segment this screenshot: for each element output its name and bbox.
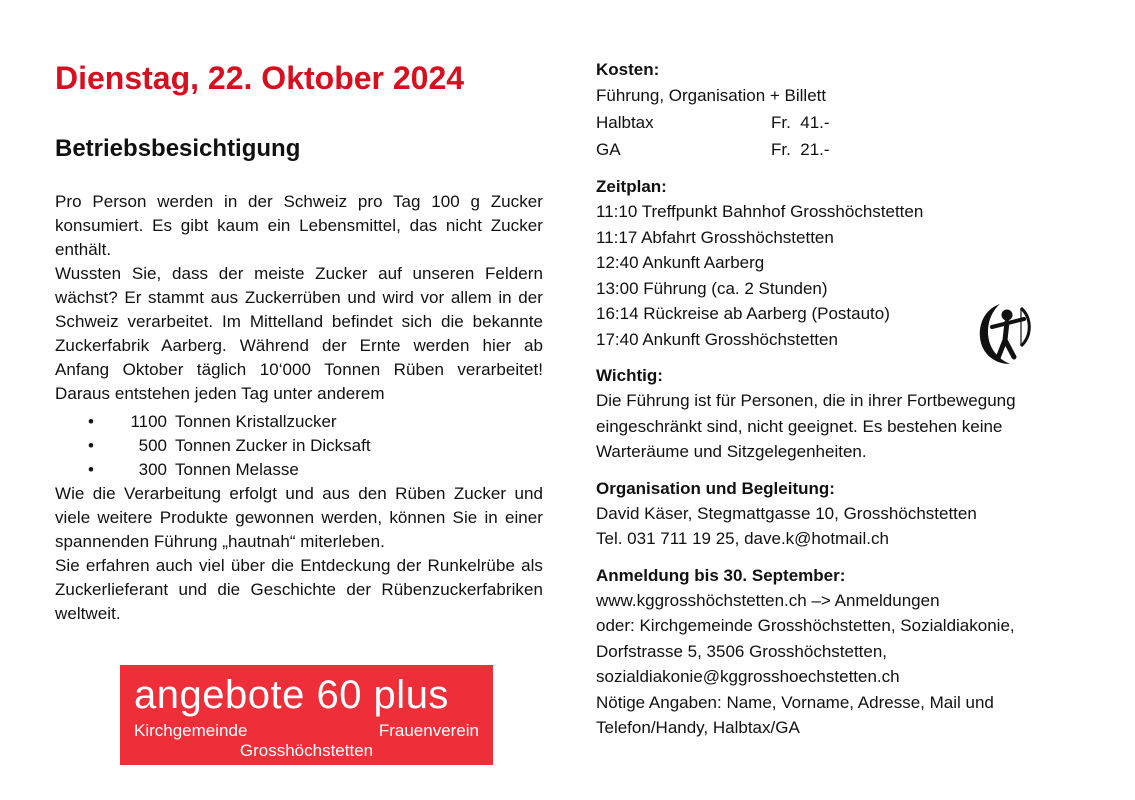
bullet-icon: • [88, 460, 94, 479]
organisation-heading: Organisation und Begleitung: [596, 478, 835, 498]
right-column [596, 58, 1096, 753]
cost-label: Halbtax [596, 113, 654, 132]
wichtig-section [596, 364, 1096, 465]
schedule-item: 13:00 Führung (ca. 2 Stunden) [596, 278, 828, 298]
bullet-icon: • [88, 412, 94, 431]
wichtig-line: eingeschränkt sind, nicht geeignet. Es bestehen keine [596, 416, 1003, 436]
anmeldung-heading: Anmeldung bis 30. September: [596, 565, 846, 585]
date-title: Dienstag, 22. Oktober 2024 [55, 60, 465, 96]
schedule-item: 11:17 Abfahrt Grosshöchstetten [596, 227, 834, 247]
anmeldung-link: www.kggrosshöchstetten.ch –> Anmeldungen [596, 590, 940, 610]
logo-main-text: angebote 60 plus [134, 673, 449, 717]
kosten-subline: Führung, Organisation + Billett [596, 86, 827, 105]
zeitplan-heading: Zeitplan: [596, 177, 667, 196]
schedule-item: 12:40 Ankunft Aarberg [596, 253, 765, 272]
list-item [88, 458, 543, 482]
left-column [55, 58, 543, 626]
wichtig-heading: Wichtig: [596, 366, 663, 385]
archer-icon [974, 300, 1040, 368]
schedule-item: 16:14 Rückreise ab Aarberg (Postauto) [596, 304, 890, 323]
logo-kirchgemeinde: Kirchgemeinde [134, 721, 248, 740]
outro-paragraph-1: Wie die Verarbeitung erfolgt und aus den Rüben Zucker und viele weitere Produkte gewonnen werden, können Sie in einer spannenden Führung „hautnah“ miterleben. [55, 484, 543, 551]
amount-text: Tonnen Kristallzucker [175, 412, 337, 431]
wichtig-line: Warteräume und Sitzgelegenheiten. [596, 442, 867, 461]
logo-frauenverein: Frauenverein [378, 721, 479, 740]
cost-price: Fr. 41.- [771, 113, 830, 132]
bullet-icon: • [88, 436, 94, 455]
logo-grosshoechstetten: Grosshöchstetten [239, 741, 374, 760]
angebote-60-plus-logo [120, 665, 493, 765]
organisation-contact: Tel. 031 711 19 25, dave.k@hotmail.ch [596, 529, 889, 548]
anmeldung-section [596, 564, 1096, 741]
schedule-item: 11:10 Treffpunkt Bahnhof Grosshöchstetten [596, 202, 924, 221]
cost-row [596, 136, 1096, 163]
amount-qty: 300 [138, 460, 167, 479]
event-subtitle: Betriebsbesichtigung [55, 135, 301, 162]
anmeldung-line: Dorfstrasse 5, 3506 Grosshöchstetten, [596, 641, 888, 661]
anmeldung-line: Telefon/Handy, Halbtax/GA [596, 718, 800, 737]
wichtig-line: Die Führung ist für Personen, die in ihrer Fortbewegung [596, 391, 1016, 410]
cost-label: GA [596, 140, 621, 159]
info-paragraph: Wussten Sie, dass der meiste Zucker auf unseren Feldern wächst? Er stammt aus Zuckerrüben und wird vor allem in der Schweiz verarbeitet. Im Mittelland befindet sich die bekannte Zuckerfabrik Aarberg. Während der Ernte werden hier ab Anfang Oktober täglich 10‘000 Tonnen Rüben verarbeitet! Daraus entstehen jeden Tag unter anderem [55, 264, 543, 403]
intro-paragraph: Pro Person werden in der Schweiz pro Tag 100 g Zucker konsumiert. Es gibt kaum ein Lebensmittel, das nicht Zucker enthält. [55, 192, 543, 259]
amount-qty: 500 [138, 436, 167, 455]
amounts-list [55, 410, 543, 482]
organisation-line: David Käser, Stegmattgasse 10, Grosshöchstetten [596, 503, 977, 523]
list-item [88, 434, 543, 458]
list-item [88, 410, 543, 434]
amount-text: Tonnen Zucker in Dicksaft [175, 436, 371, 455]
cost-row [596, 109, 1096, 136]
organisation-section [596, 477, 1096, 552]
anmeldung-email: sozialdiakonie@kggrosshoechstetten.ch [596, 667, 900, 686]
amount-qty: 1100 [130, 412, 167, 431]
kosten-heading: Kosten: [596, 60, 660, 79]
outro-paragraph-2: Sie erfahren auch viel über die Entdeckung der Runkelrübe als Zuckerlieferant und die Geschichte der Rübenzuckerfabriken weltweit. [55, 556, 543, 623]
cost-price: Fr. 21.- [771, 140, 830, 159]
amount-text: Tonnen Melasse [175, 460, 299, 479]
kosten-section [596, 58, 1096, 163]
anmeldung-line: oder: Kirchgemeinde Grosshöchstetten, Sozialdiakonie, [596, 616, 1015, 635]
schedule-item: 17:40 Ankunft Grosshöchstetten [596, 329, 838, 349]
anmeldung-line: Nötige Angaben: Name, Vorname, Adresse, Mail und [596, 692, 994, 712]
